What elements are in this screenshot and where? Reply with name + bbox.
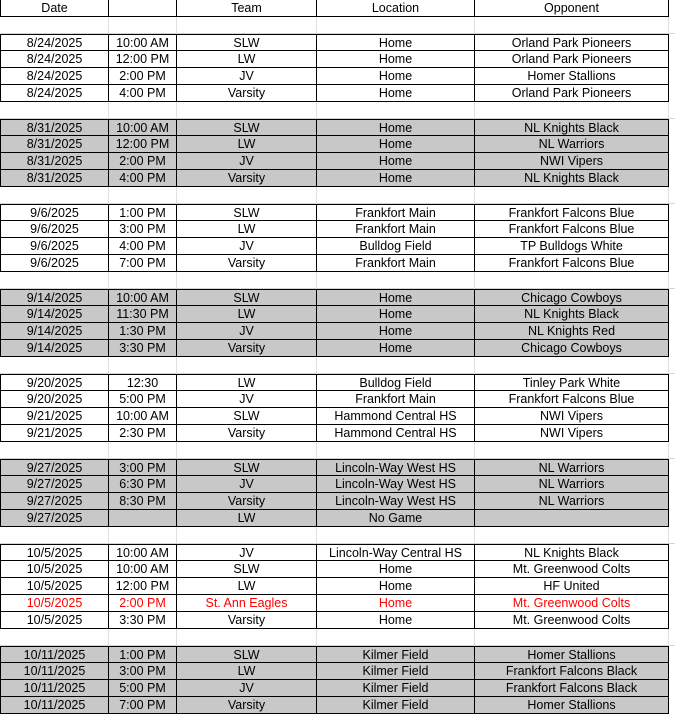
time-cell[interactable]: 6:30 PM: [109, 476, 177, 493]
schedule-row: [0, 391, 675, 408]
location-cell[interactable]: Home: [317, 289, 475, 306]
team-cell[interactable]: Varsity: [177, 697, 317, 714]
time-cell[interactable]: 10:00 AM: [109, 119, 177, 136]
location-cell[interactable]: Lincoln-Way West HS: [317, 493, 475, 510]
schedule-row: [0, 323, 675, 340]
schedule-row: [0, 544, 675, 561]
team-cell[interactable]: Varsity: [177, 425, 317, 442]
time-cell[interactable]: 2:00 PM: [109, 68, 177, 85]
date-cell[interactable]: 10/11/2025: [0, 680, 109, 697]
date-cell[interactable]: 10/5/2025: [0, 561, 109, 578]
schedule-row: [0, 204, 675, 221]
schedule-row: [0, 680, 675, 697]
location-cell[interactable]: Home: [317, 68, 475, 85]
opponent-cell[interactable]: NWI Vipers: [475, 425, 669, 442]
schedule-row: [0, 595, 675, 612]
time-cell[interactable]: [109, 510, 177, 527]
schedule-row: [0, 238, 675, 255]
location-cell[interactable]: Home: [317, 578, 475, 595]
opponent-cell[interactable]: Homer Stallions: [475, 697, 669, 714]
schedule-row: [0, 119, 675, 136]
time-cell[interactable]: 5:00 PM: [109, 680, 177, 697]
team-cell[interactable]: Varsity: [177, 170, 317, 187]
time-cell[interactable]: 4:00 PM: [109, 170, 177, 187]
schedule-row: [0, 408, 675, 425]
location-cell[interactable]: Home: [317, 306, 475, 323]
opponent-cell[interactable]: NWI Vipers: [475, 408, 669, 425]
team-cell[interactable]: SLW: [177, 646, 317, 663]
schedule-row: [0, 561, 675, 578]
opponent-cell[interactable]: NL Knights Black: [475, 544, 669, 561]
time-cell[interactable]: 3:30 PM: [109, 340, 177, 357]
schedule-row: [0, 221, 675, 238]
date-cell[interactable]: 10/5/2025: [0, 544, 109, 561]
opponent-cell[interactable]: HF United: [475, 578, 669, 595]
team-cell[interactable]: Varsity: [177, 493, 317, 510]
date-cell[interactable]: 9/14/2025: [0, 306, 109, 323]
location-cell[interactable]: Hammond Central HS: [317, 408, 475, 425]
location-cell[interactable]: Home: [317, 561, 475, 578]
opponent-cell[interactable]: NL Warriors: [475, 493, 669, 510]
schedule-row: [0, 85, 675, 102]
opponent-cell[interactable]: NL Warriors: [475, 459, 669, 476]
schedule-row: [0, 289, 675, 306]
team-cell[interactable]: Varsity: [177, 340, 317, 357]
opponent-cell[interactable]: Chicago Cowboys: [475, 289, 669, 306]
date-cell[interactable]: 10/11/2025: [0, 646, 109, 663]
team-cell[interactable]: JV: [177, 68, 317, 85]
time-cell[interactable]: 1:30 PM: [109, 323, 177, 340]
blank-row[interactable]: [0, 527, 675, 544]
date-cell[interactable]: 9/14/2025: [0, 340, 109, 357]
date-cell[interactable]: 8/24/2025: [0, 68, 109, 85]
blank-row[interactable]: [0, 102, 675, 119]
header-opponent[interactable]: Opponent: [475, 0, 669, 17]
opponent-cell[interactable]: NL Knights Black: [475, 306, 669, 323]
time-cell[interactable]: 3:30 PM: [109, 612, 177, 629]
time-cell[interactable]: 2:00 PM: [109, 153, 177, 170]
opponent-cell[interactable]: Homer Stallions: [475, 646, 669, 663]
location-cell[interactable]: Home: [317, 170, 475, 187]
opponent-cell[interactable]: Mt. Greenwood Colts: [475, 612, 669, 629]
opponent-cell[interactable]: Orland Park Pioneers: [475, 51, 669, 68]
opponent-cell[interactable]: Frankfort Falcons Black: [475, 663, 669, 680]
time-cell[interactable]: 5:00 PM: [109, 391, 177, 408]
time-cell[interactable]: 3:00 PM: [109, 221, 177, 238]
team-cell[interactable]: JV: [177, 153, 317, 170]
opponent-cell[interactable]: Orland Park Pioneers: [475, 85, 669, 102]
date-cell[interactable]: 10/5/2025: [0, 612, 109, 629]
opponent-cell[interactable]: Orland Park Pioneers: [475, 34, 669, 51]
team-cell[interactable]: JV: [177, 391, 317, 408]
team-cell[interactable]: LW: [177, 221, 317, 238]
date-cell[interactable]: 9/20/2025: [0, 374, 109, 391]
team-cell[interactable]: JV: [177, 544, 317, 561]
time-cell[interactable]: 10:00 AM: [109, 544, 177, 561]
schedule-row: [0, 612, 675, 629]
blank-row[interactable]: [0, 272, 675, 289]
location-cell[interactable]: Home: [317, 85, 475, 102]
opponent-cell[interactable]: NL Warriors: [475, 476, 669, 493]
header-date[interactable]: Date: [0, 0, 109, 17]
location-cell[interactable]: Kilmer Field: [317, 680, 475, 697]
time-cell[interactable]: 10:00 AM: [109, 289, 177, 306]
opponent-cell[interactable]: [475, 510, 669, 527]
location-cell[interactable]: Home: [317, 51, 475, 68]
schedule-row: [0, 153, 675, 170]
date-cell[interactable]: 10/11/2025: [0, 663, 109, 680]
schedule-row: [0, 136, 675, 153]
location-cell[interactable]: Home: [317, 340, 475, 357]
location-cell[interactable]: Frankfort Main: [317, 255, 475, 272]
date-cell[interactable]: 9/27/2025: [0, 459, 109, 476]
schedule-row: [0, 68, 675, 85]
schedule-row: [0, 697, 675, 714]
date-cell[interactable]: 8/24/2025: [0, 51, 109, 68]
team-cell[interactable]: SLW: [177, 119, 317, 136]
date-cell[interactable]: 9/6/2025: [0, 255, 109, 272]
team-cell[interactable]: SLW: [177, 34, 317, 51]
time-cell[interactable]: 12:30: [109, 374, 177, 391]
blank-row[interactable]: [0, 629, 675, 646]
schedule-row: [0, 255, 675, 272]
schedule-row: [0, 459, 675, 476]
schedule-row: [0, 340, 675, 357]
time-cell[interactable]: 2:30 PM: [109, 425, 177, 442]
location-cell[interactable]: Frankfort Main: [317, 221, 475, 238]
date-cell[interactable]: 8/24/2025: [0, 85, 109, 102]
time-cell[interactable]: 12:00 PM: [109, 578, 177, 595]
team-cell[interactable]: LW: [177, 374, 317, 391]
location-cell[interactable]: Kilmer Field: [317, 663, 475, 680]
opponent-cell[interactable]: Frankfort Falcons Blue: [475, 391, 669, 408]
team-cell[interactable]: SLW: [177, 289, 317, 306]
schedule-row: [0, 170, 675, 187]
opponent-cell[interactable]: Chicago Cowboys: [475, 340, 669, 357]
location-cell[interactable]: Lincoln-Way Central HS: [317, 544, 475, 561]
time-cell[interactable]: 10:00 AM: [109, 34, 177, 51]
team-cell[interactable]: JV: [177, 680, 317, 697]
location-cell[interactable]: Home: [317, 323, 475, 340]
location-cell[interactable]: Kilmer Field: [317, 697, 475, 714]
schedule-row: [0, 306, 675, 323]
location-cell[interactable]: Home: [317, 136, 475, 153]
team-cell[interactable]: LW: [177, 663, 317, 680]
location-cell[interactable]: Bulldog Field: [317, 374, 475, 391]
location-cell[interactable]: Home: [317, 612, 475, 629]
schedule-row: [0, 493, 675, 510]
date-cell[interactable]: 8/31/2025: [0, 136, 109, 153]
opponent-cell[interactable]: NL Knights Red: [475, 323, 669, 340]
schedule-row: [0, 510, 675, 527]
header-time[interactable]: [109, 0, 177, 17]
location-cell[interactable]: Frankfort Main: [317, 391, 475, 408]
team-cell[interactable]: Varsity: [177, 612, 317, 629]
date-cell[interactable]: 9/6/2025: [0, 221, 109, 238]
blank-row[interactable]: [0, 442, 675, 459]
time-cell[interactable]: 12:00 PM: [109, 136, 177, 153]
date-cell[interactable]: 9/27/2025: [0, 493, 109, 510]
time-cell[interactable]: 7:00 PM: [109, 255, 177, 272]
date-cell[interactable]: 8/31/2025: [0, 170, 109, 187]
date-cell[interactable]: 9/14/2025: [0, 289, 109, 306]
opponent-cell[interactable]: Frankfort Falcons Blue: [475, 204, 669, 221]
location-cell[interactable]: Frankfort Main: [317, 204, 475, 221]
blank-row[interactable]: [0, 187, 675, 204]
opponent-cell[interactable]: TP Bulldogs White: [475, 238, 669, 255]
date-cell[interactable]: 9/6/2025: [0, 204, 109, 221]
opponent-cell[interactable]: Mt. Greenwood Colts: [475, 595, 669, 612]
team-cell[interactable]: JV: [177, 238, 317, 255]
team-cell[interactable]: LW: [177, 51, 317, 68]
team-cell[interactable]: Varsity: [177, 255, 317, 272]
opponent-cell[interactable]: Frankfort Falcons Blue: [475, 221, 669, 238]
team-cell[interactable]: LW: [177, 306, 317, 323]
team-cell[interactable]: SLW: [177, 459, 317, 476]
schedule-row: [0, 476, 675, 493]
team-cell[interactable]: SLW: [177, 204, 317, 221]
team-cell[interactable]: Varsity: [177, 85, 317, 102]
schedule-row: [0, 425, 675, 442]
opponent-cell[interactable]: Frankfort Falcons Blue: [475, 255, 669, 272]
time-cell[interactable]: 7:00 PM: [109, 697, 177, 714]
schedule-row: [0, 51, 675, 68]
date-cell[interactable]: 10/5/2025: [0, 578, 109, 595]
team-cell[interactable]: LW: [177, 510, 317, 527]
blank-row[interactable]: [0, 357, 675, 374]
date-cell[interactable]: 9/20/2025: [0, 391, 109, 408]
time-cell[interactable]: 11:30 PM: [109, 306, 177, 323]
time-cell[interactable]: 10:00 AM: [109, 561, 177, 578]
team-cell[interactable]: SLW: [177, 408, 317, 425]
schedule-body: [0, 17, 675, 714]
header-team[interactable]: Team: [177, 0, 317, 17]
team-cell[interactable]: St. Ann Eagles: [177, 595, 317, 612]
header-row: [0, 0, 675, 17]
date-cell[interactable]: 10/5/2025: [0, 595, 109, 612]
opponent-cell[interactable]: NL Knights Black: [475, 170, 669, 187]
team-cell[interactable]: JV: [177, 476, 317, 493]
location-cell[interactable]: Lincoln-Way West HS: [317, 476, 475, 493]
time-cell[interactable]: 1:00 PM: [109, 646, 177, 663]
date-cell[interactable]: 9/21/2025: [0, 408, 109, 425]
date-cell[interactable]: 10/11/2025: [0, 697, 109, 714]
location-cell[interactable]: Home: [317, 153, 475, 170]
opponent-cell[interactable]: NWI Vipers: [475, 153, 669, 170]
location-cell[interactable]: Bulldog Field: [317, 238, 475, 255]
time-cell[interactable]: 4:00 PM: [109, 238, 177, 255]
schedule-row: [0, 663, 675, 680]
time-cell[interactable]: 8:30 PM: [109, 493, 177, 510]
opponent-cell[interactable]: NL Warriors: [475, 136, 669, 153]
team-cell[interactable]: SLW: [177, 561, 317, 578]
location-cell[interactable]: Hammond Central HS: [317, 425, 475, 442]
schedule-row: [0, 374, 675, 391]
date-cell[interactable]: 8/31/2025: [0, 153, 109, 170]
opponent-cell[interactable]: Mt. Greenwood Colts: [475, 561, 669, 578]
time-cell[interactable]: 1:00 PM: [109, 204, 177, 221]
location-cell[interactable]: Lincoln-Way West HS: [317, 459, 475, 476]
location-cell[interactable]: Kilmer Field: [317, 646, 475, 663]
opponent-cell[interactable]: Frankfort Falcons Black: [475, 680, 669, 697]
schedule-row: [0, 646, 675, 663]
blank-row[interactable]: [0, 17, 675, 34]
opponent-cell[interactable]: Homer Stallions: [475, 68, 669, 85]
opponent-cell[interactable]: NL Knights Black: [475, 119, 669, 136]
location-cell[interactable]: No Game: [317, 510, 475, 527]
team-cell[interactable]: JV: [177, 323, 317, 340]
time-cell[interactable]: 12:00 PM: [109, 51, 177, 68]
time-cell[interactable]: 10:00 AM: [109, 408, 177, 425]
time-cell[interactable]: 2:00 PM: [109, 595, 177, 612]
time-cell[interactable]: 4:00 PM: [109, 85, 177, 102]
date-cell[interactable]: 9/6/2025: [0, 238, 109, 255]
schedule-row: [0, 578, 675, 595]
date-cell[interactable]: 9/21/2025: [0, 425, 109, 442]
time-cell[interactable]: 3:00 PM: [109, 663, 177, 680]
date-cell[interactable]: 9/14/2025: [0, 323, 109, 340]
opponent-cell[interactable]: Tinley Park White: [475, 374, 669, 391]
header-location[interactable]: Location: [317, 0, 475, 17]
location-cell[interactable]: Home: [317, 119, 475, 136]
date-cell[interactable]: 8/31/2025: [0, 119, 109, 136]
location-cell[interactable]: Home: [317, 34, 475, 51]
date-cell[interactable]: 9/27/2025: [0, 510, 109, 527]
date-cell[interactable]: 8/24/2025: [0, 34, 109, 51]
location-cell[interactable]: Home: [317, 595, 475, 612]
date-cell[interactable]: 9/27/2025: [0, 476, 109, 493]
schedule-row: [0, 34, 675, 51]
time-cell[interactable]: 3:00 PM: [109, 459, 177, 476]
team-cell[interactable]: LW: [177, 578, 317, 595]
team-cell[interactable]: LW: [177, 136, 317, 153]
